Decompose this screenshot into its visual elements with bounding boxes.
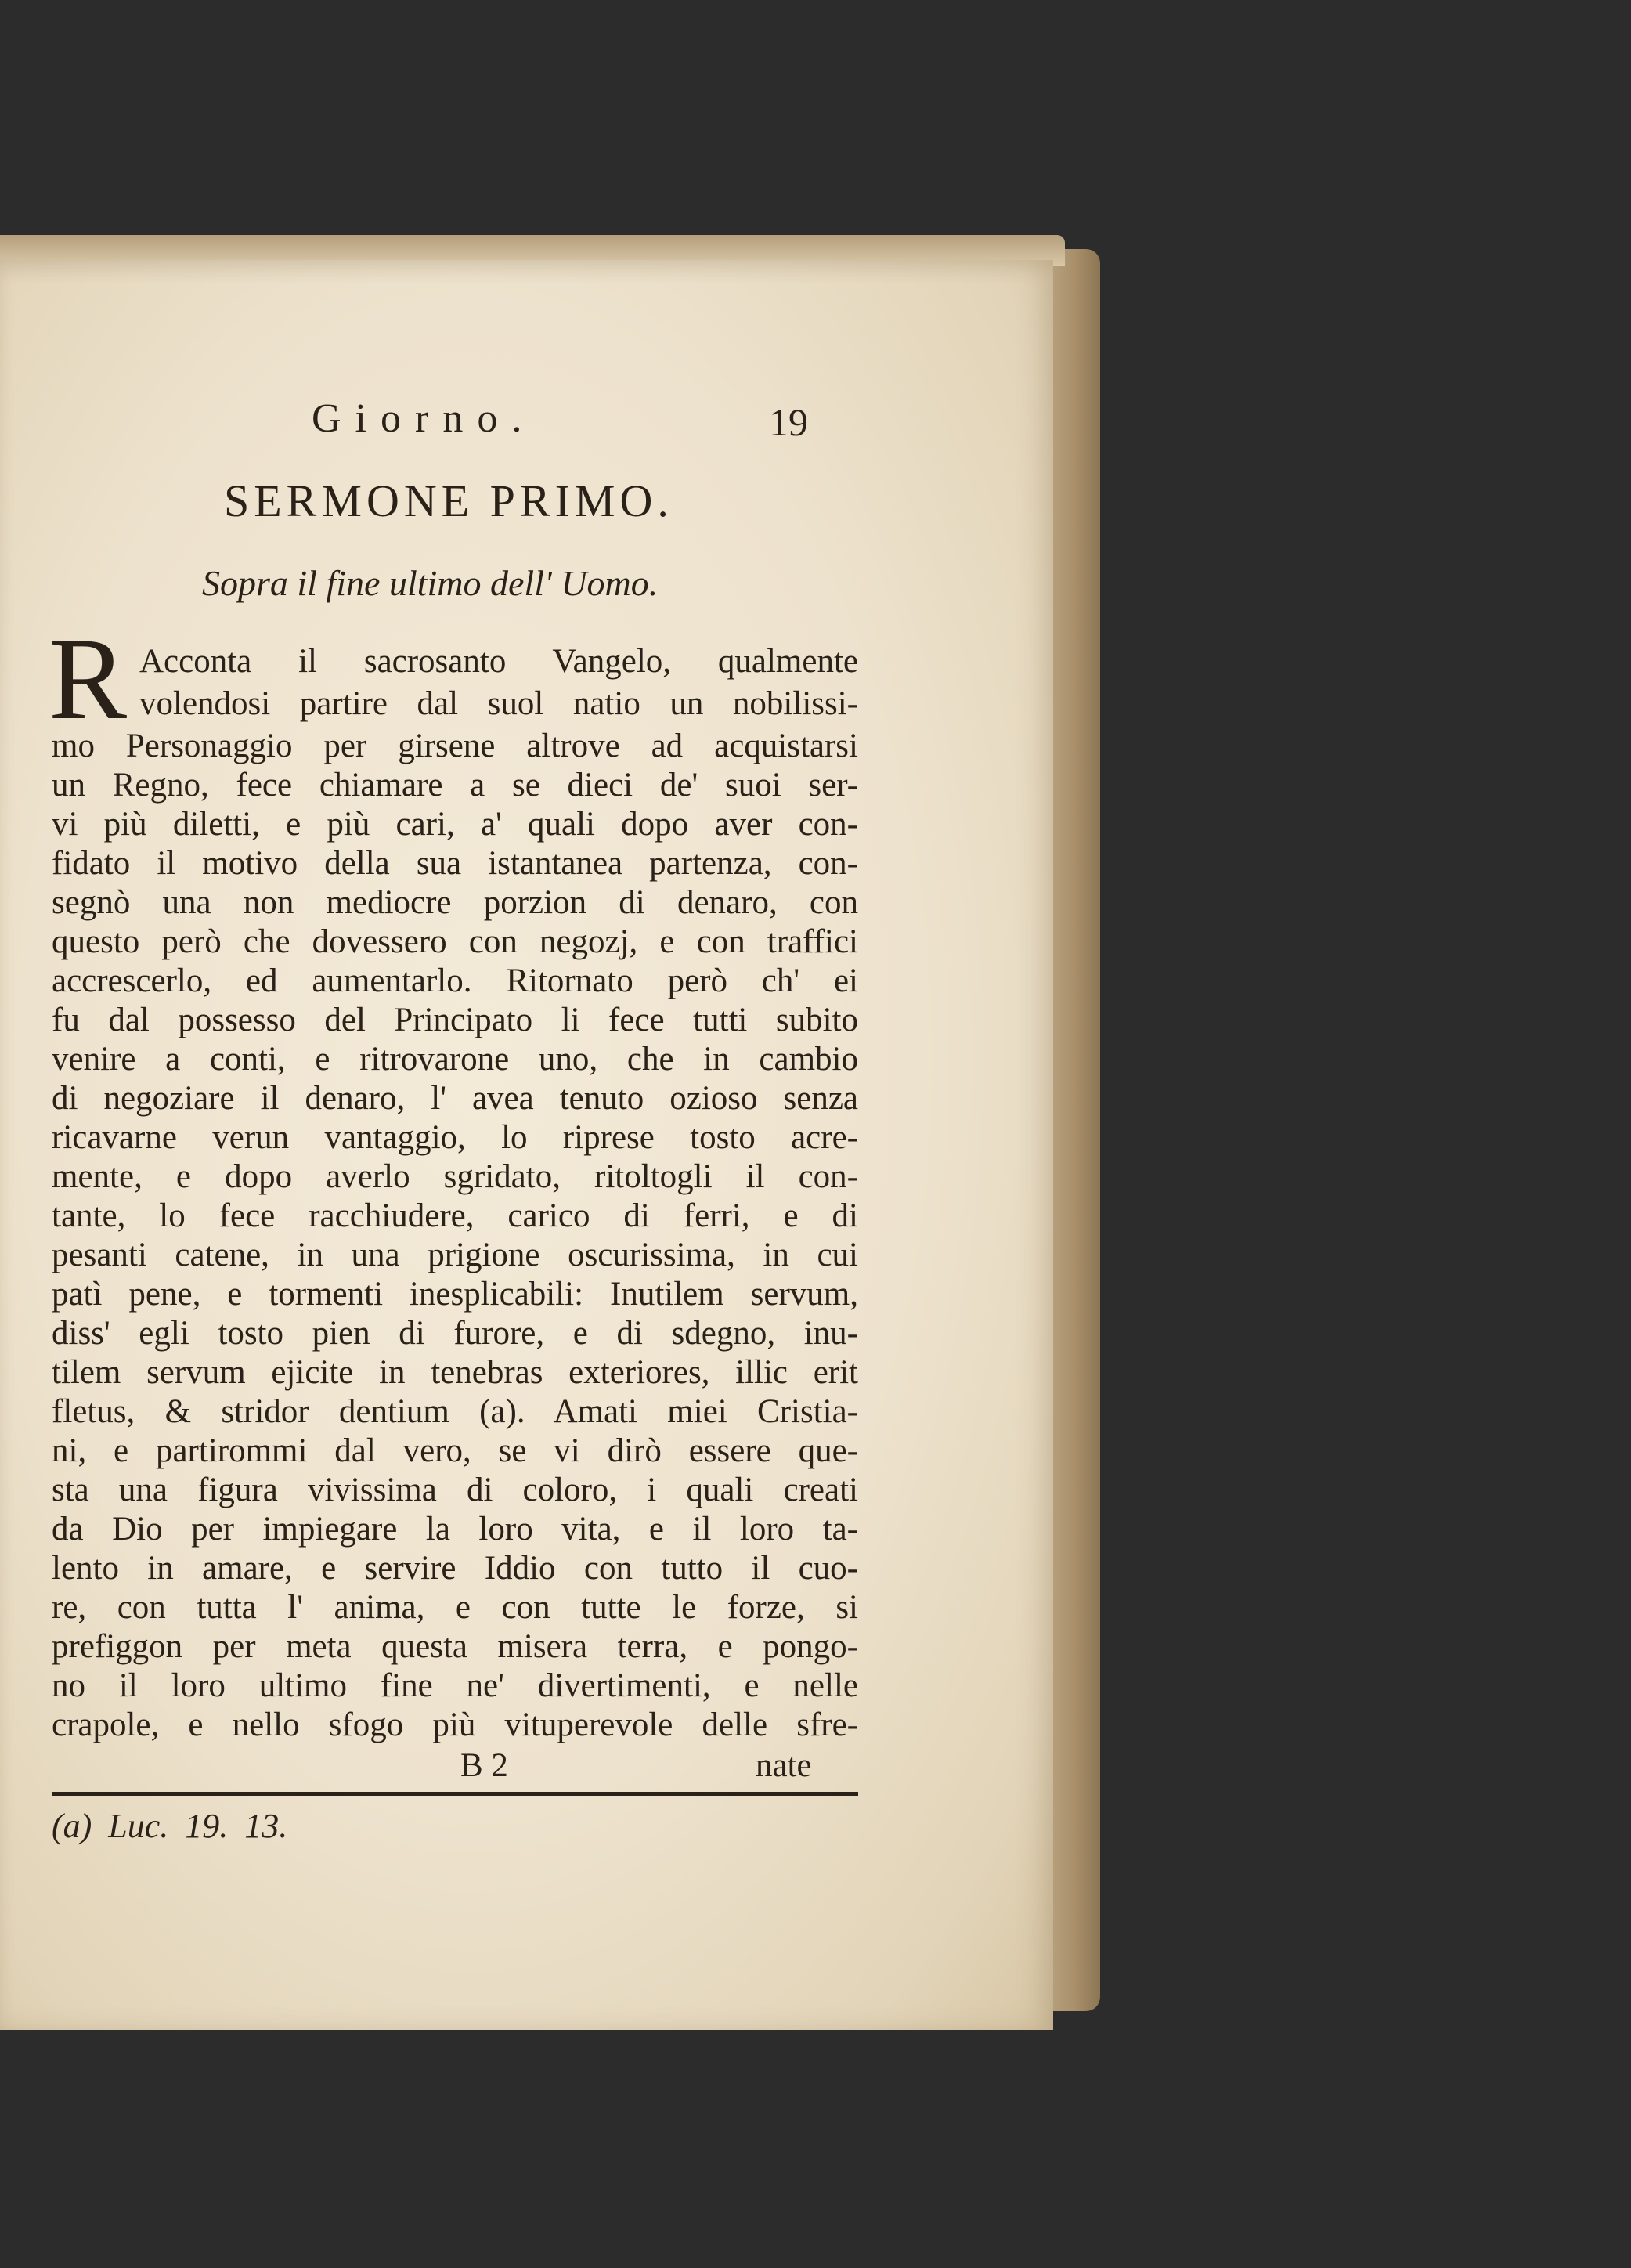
text-line: accrescerlo, ed aumentarlo. Ritornato però ch' ei (52, 962, 858, 999)
text-line: venire a conti, e ritrovarone uno, che in cambio (52, 1041, 858, 1078)
text-line: di negoziare il denaro, l' avea tenuto ozioso senza (52, 1080, 858, 1117)
text-line: fidato il motivo della sua istantanea partenza, con- (52, 845, 858, 882)
text-line: volendosi partire dal suol natio un nobilissi- (139, 685, 858, 722)
running-head: Giorno. (312, 396, 536, 441)
footnote: (a) Luc. 19. 13. (52, 1807, 288, 1845)
drop-cap: R (49, 614, 128, 744)
text-line: diss' egli tosto pien di furore, e di sdegno, inu- (52, 1315, 858, 1352)
text-line: mo Personaggio per girsene altrove ad acquistarsi (52, 728, 858, 764)
text-line: crapole, e nello sfogo più vituperevole delle sfre- (52, 1706, 858, 1743)
text-line: re, con tutta l' anima, e con tutte le forze, si (52, 1589, 858, 1626)
text-line: Acconta il sacrosanto Vangelo, qualmente (139, 643, 858, 680)
text-line: da Dio per impiegare la loro vita, e il loro ta- (52, 1511, 858, 1548)
footnote-rule (52, 1792, 858, 1796)
text-line: mente, e dopo averlo sgridato, ritoltogli il con- (52, 1158, 858, 1195)
text-line: pesanti catene, in una prigione oscurissima, in cui (52, 1237, 858, 1273)
text-line: ni, e partirommi dal vero, se vi dirò essere que- (52, 1432, 858, 1469)
text-line: vi più diletti, e più cari, a' quali dopo aver con- (52, 806, 858, 843)
text-line: un Regno, fece chiamare a se dieci de' suoi ser- (52, 767, 858, 804)
text-line: ricavarne verun vantaggio, lo riprese tosto acre- (52, 1119, 858, 1156)
signature-mark: B 2 (460, 1747, 508, 1784)
text-line: prefiggon per meta questa misera terra, e pongo- (52, 1628, 858, 1665)
text-line: fu dal possesso del Principato li fece tutti subito (52, 1002, 858, 1038)
text-line: fletus, & stridor dentium (a). Amati miei Cristia- (52, 1393, 858, 1430)
sermon-subtitle: Sopra il fine ultimo dell' Uomo. (202, 563, 659, 603)
text-line: sta una figura vivissima di coloro, i quali creati (52, 1472, 858, 1508)
text-line: segnò una non mediocre porzion di denaro, con (52, 884, 858, 921)
text-line: patì pene, e tormenti inesplicabili: Inutilem servum, (52, 1276, 858, 1313)
text-line: questo però che dovessero con negozj, e con traffici (52, 923, 858, 960)
text-line: tilem servum ejicite in tenebras exteriores, illic erit (52, 1354, 858, 1391)
text-line: tante, lo fece racchiudere, carico di ferri, e di (52, 1197, 858, 1234)
text-line: no il loro ultimo fine ne' divertimenti, e nelle (52, 1667, 858, 1704)
text-line: lento in amare, e servire Iddio con tutto il cuo- (52, 1550, 858, 1587)
catchword: nate (756, 1747, 812, 1784)
sermon-title: SERMONE PRIMO. (224, 475, 673, 526)
page-number: 19 (769, 400, 808, 444)
